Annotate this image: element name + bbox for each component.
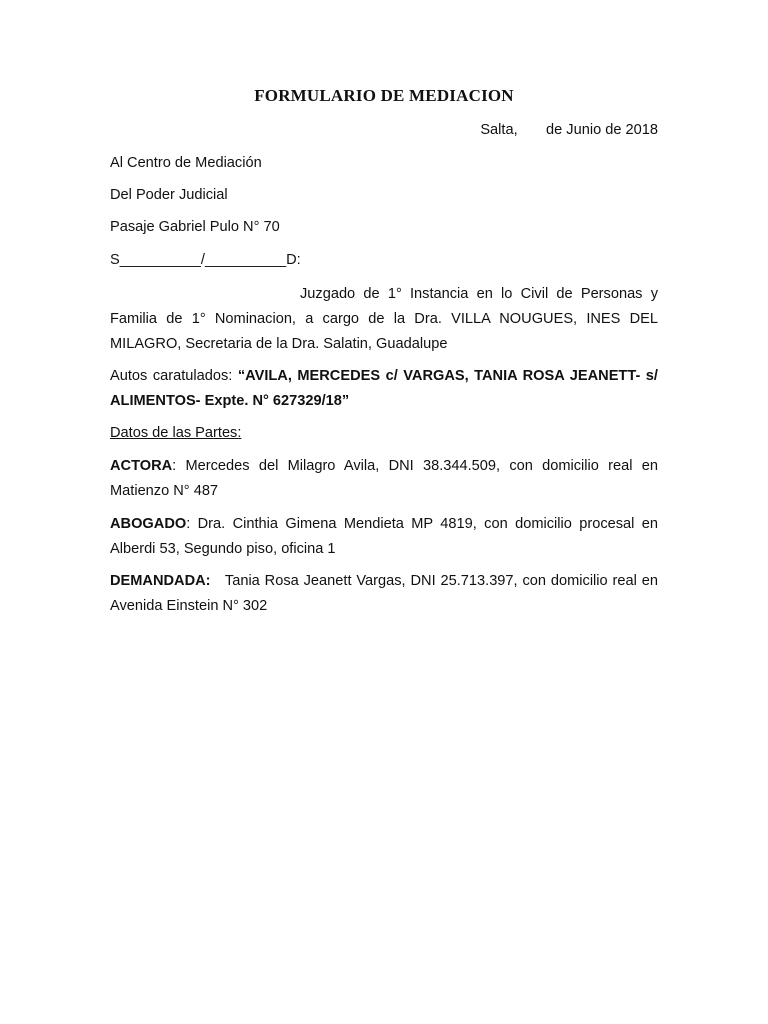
actora-label: ACTORA: [110, 458, 173, 474]
parties-heading: [110, 425, 658, 441]
abogado-text: : Dra. Cinthia Gimena Mendieta MP 4819, con domicilio procesal en Alberdi 53, Segundo piso, oficina 1: [110, 516, 658, 557]
recipient-line-2: Del Poder Judicial: [110, 187, 228, 203]
court-paragraph-text: Juzgado de 1° Instancia en lo Civil de Personas y Familia de 1° Nominacion, a cargo de la Dra. VILLA NOUGUES, INES DEL MILAGRO, Secretaria de la Dra. Salatin, Guadalupe: [110, 286, 658, 352]
actora-paragraph: [110, 454, 658, 504]
demandada-text: Tania Rosa Jeanett Vargas, DNI 25.713.397, con domicilio real en Avenida Einstein N° 302: [110, 573, 662, 614]
document-title: FORMULARIO DE MEDIACION: [254, 86, 514, 105]
court-paragraph: [110, 282, 658, 357]
date-line: Salta, de Junio de 2018: [480, 122, 658, 138]
demandada-paragraph: [110, 569, 662, 619]
abogado-label: ABOGADO: [110, 516, 187, 532]
recipient-line-4: S__________/__________D:: [110, 252, 301, 268]
abogado-paragraph: [110, 512, 658, 562]
demandada-label: DEMANDADA:: [110, 573, 211, 589]
recipient-line-3: Pasaje Gabriel Pulo N° 70: [110, 219, 280, 235]
autos-paragraph: [110, 364, 658, 414]
recipient-line-1: Al Centro de Mediación: [110, 155, 262, 171]
autos-label: Autos caratulados:: [110, 368, 238, 384]
parties-heading-text: Datos de las Partes:: [110, 425, 242, 441]
autos-value: “AVILA, MERCEDES c/ VARGAS, TANIA ROSA JEANETT- s/ ALIMENTOS- Expte. N° 627329/18”: [110, 368, 658, 409]
actora-text: : Mercedes del Milagro Avila, DNI 38.344.509, con domicilio real en Matienzo N° 487: [110, 458, 658, 499]
